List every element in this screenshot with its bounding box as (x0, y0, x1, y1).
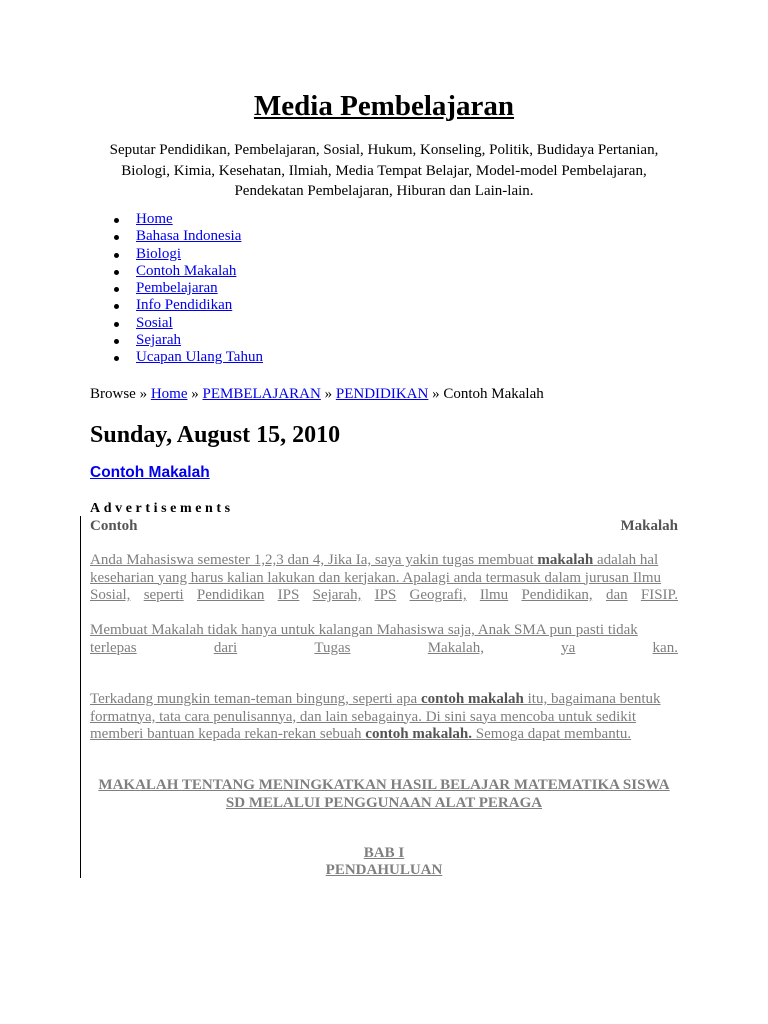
nav-link-sejarah[interactable]: Sejarah (136, 332, 181, 349)
nav-item-contoh-makalah (90, 263, 263, 280)
article-heading (90, 518, 678, 536)
paragraph-1-line-3: Sosial, seperti Pendidikan IPS Sejarah, IPS Geografi, Ilmu Pendidikan, dan FISIP. (90, 587, 678, 604)
breadcrumb-prefix: Browse (90, 386, 136, 402)
breadcrumb-separator: » (432, 386, 440, 402)
site-description: Seputar Pendidikan, Pembelajaran, Sosial, Hukum, Konseling, Politik, Budidaya Pertanian, Biologi, Kimia, Kesehatan, Ilmiah, Media Tempat Belajar, Model-model Pembelajaran, Pendekatan Pembelajaran, Hiburan dan Lain-lain. (109, 142, 659, 199)
paragraph-2-line-2: terlepas dari Tugas Makalah, ya kan. (90, 639, 678, 656)
paragraph-3-line-3: memberi bantuan kepada rekan-rekan sebuah contoh makalah. Semoga dapat membantu. (90, 726, 632, 743)
nav-link-pembelajaran[interactable]: Pembelajaran (136, 280, 218, 297)
breadcrumb-separator: » (139, 386, 148, 402)
breadcrumb-category-pendidikan[interactable]: PENDIDIKAN (335, 386, 429, 402)
post-title-link[interactable]: Contoh Makalah (90, 464, 210, 481)
nav-menu (90, 211, 263, 367)
nav-item-biologi (90, 246, 263, 263)
nav-item-pembelajaran (90, 280, 263, 297)
paper-title-line-1: MAKALAH TENTANG MENINGKATKAN HASIL BELAJAR MATEMATIKA SISWA (98, 777, 670, 793)
nav-link-biologi[interactable]: Biologi (136, 245, 182, 262)
paragraph-1-line-1: Anda Mahasiswa semester 1,2,3 dan 4, Jika Ia, saya yakin tugas membuat makalah adalah hal (90, 552, 659, 568)
chapter-title: PENDAHULUAN (325, 862, 443, 878)
nav-link-ucapan-ulang-tahun[interactable]: Ucapan Ulang Tahun (136, 349, 263, 366)
nav-item-info-pendidikan (90, 297, 263, 314)
paragraph-3-line-2: formatnya, tata cara penulisannya, dan lain sebagainya. Di sini saya mencoba untuk sedikit (90, 708, 637, 725)
breadcrumb-current: Contoh Makalah (443, 386, 544, 402)
paragraph-2-line-1: Membuat Makalah tidak hanya untuk kalangan Mahasiswa saja, Anak SMA pun pasti tidak (90, 622, 638, 638)
nav-link-contoh-makalah[interactable]: Contoh Makalah (136, 262, 237, 279)
breadcrumb-separator: » (324, 386, 333, 402)
site-title: Media Pembelajaran (253, 90, 515, 122)
nav-item-bahasa-indonesia (90, 228, 263, 245)
breadcrumb-home-link[interactable]: Home (150, 386, 188, 402)
breadcrumb (90, 385, 544, 403)
nav-item-sosial (90, 315, 263, 332)
nav-item-ucapan-ulang-tahun (90, 349, 263, 366)
paper-title-line-2: SD MELALUI PENGGUNAAN ALAT PERAGA (225, 795, 543, 811)
advertisements-label: Advertisements (90, 501, 234, 516)
paragraph-1-line-2: keseharian yang harus kalian lakukan dan kerjakan. Apalagi anda termasuk dalam jurusan Ilmu (90, 569, 662, 586)
content-left-border (80, 516, 81, 878)
article-heading-right: Makalah (620, 518, 678, 534)
paragraph-3-line-1: Terkadang mungkin teman-teman bingung, seperti apa contoh makalah itu, bagaimana bentuk (90, 691, 661, 707)
nav-link-bahasa-indonesia[interactable]: Bahasa Indonesia (136, 228, 242, 245)
nav-link-sosial[interactable]: Sosial (136, 314, 173, 331)
nav-link-info-pendidikan[interactable]: Info Pendidikan (136, 297, 233, 314)
keyword-makalah: makalah (537, 552, 594, 568)
article-heading-left: Contoh (90, 518, 138, 534)
nav-link-home[interactable]: Home (136, 211, 173, 227)
post-date: Sunday, August 15, 2010 (90, 422, 341, 448)
keyword-contoh-makalah-2: contoh makalah. (365, 726, 472, 743)
keyword-contoh-makalah: contoh makalah (420, 691, 524, 707)
breadcrumb-category-pembelajaran[interactable]: PEMBELAJARAN (202, 386, 321, 402)
chapter-number: BAB I (363, 845, 405, 861)
nav-item-sejarah (90, 332, 263, 349)
breadcrumb-separator: » (191, 386, 199, 402)
nav-item-home (90, 211, 263, 228)
